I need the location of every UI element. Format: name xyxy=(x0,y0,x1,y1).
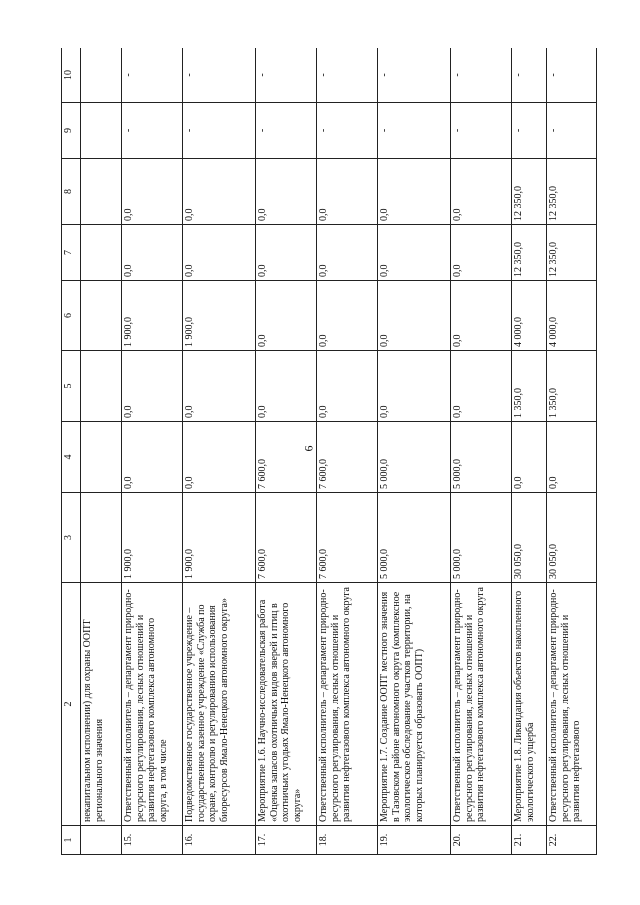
cell-total: 5 000,0 xyxy=(451,493,512,583)
cell-col-10: - xyxy=(451,48,512,103)
cell-col-9: - xyxy=(378,103,451,159)
cell-col-7: 0,0 xyxy=(122,225,183,281)
cell-col-5 xyxy=(81,351,122,422)
row-number: 19. xyxy=(378,826,451,855)
cell-col-5: 1 350,0 xyxy=(512,351,547,422)
cell-col-5: 0,0 xyxy=(378,351,451,422)
row-description: Ответственный исполнитель – департамент природно-ресурсного регулирования, лесных отношений и развития нефтегазового комплекса автономного округа xyxy=(317,583,378,826)
row-description: Мероприятие 1.8. Ликвидация объектов накопленного экологического ущерба xyxy=(512,583,547,826)
cell-total: 7 600,0 xyxy=(256,493,317,583)
cell-col-8: 0,0 xyxy=(183,159,256,225)
cell-col-4: 0,0 xyxy=(122,422,183,493)
row-description: Мероприятие 1.6. Научно-исследовательская работа «Оценка запасов охотничьих видов зверей и птиц в охотничьих угодьях Ямало-Ненецкого автономного округа» xyxy=(256,583,317,826)
row-number: 17. xyxy=(256,826,317,855)
cell-col-5: 0,0 xyxy=(317,351,378,422)
cell-col-9: - xyxy=(183,103,256,159)
row-number: 16. xyxy=(183,826,256,855)
cell-total: 30 050,0 xyxy=(512,493,547,583)
cell-col-6: 0,0 xyxy=(317,281,378,351)
cell-col-8: 0,0 xyxy=(378,159,451,225)
row-description: Подведомственное государственное учреждение – государственное казенное учреждение «Служба по охране, контролю и регулированию использования биоресурсов Ямало-Ненецкого автономного округа» xyxy=(183,583,256,826)
header-row xyxy=(62,48,81,855)
cell-col-7: 0,0 xyxy=(256,225,317,281)
cell-col-10: - xyxy=(547,48,597,103)
row-number: 22. xyxy=(547,826,597,855)
cell-col-9: - xyxy=(256,103,317,159)
table-row xyxy=(256,48,317,855)
cell-col-7: 0,0 xyxy=(317,225,378,281)
table-body xyxy=(81,48,597,855)
cell-col-4: 0,0 xyxy=(512,422,547,493)
row-number: 20. xyxy=(451,826,512,855)
header-col-6: 6 xyxy=(62,281,81,351)
cell-col-7: 0,0 xyxy=(451,225,512,281)
header-col-5: 5 xyxy=(62,351,81,422)
cell-total: 1 900,0 xyxy=(183,493,256,583)
cell-col-4: 5 000,0 xyxy=(378,422,451,493)
cell-total: 1 900,0 xyxy=(122,493,183,583)
cell-col-5: 0,0 xyxy=(183,351,256,422)
cell-col-9: - xyxy=(547,103,597,159)
funding-table xyxy=(61,48,597,855)
cell-col-7: 0,0 xyxy=(183,225,256,281)
header-col-7: 7 xyxy=(62,225,81,281)
cell-col-6: 0,0 xyxy=(256,281,317,351)
row-description: Мероприятие 1.7. Создание ООПТ местного значения в Тазовском районе автономного округа (комплексное экологическое обследование участков территории, на которых планируется образовать ООПТ) xyxy=(378,583,451,826)
cell-col-9 xyxy=(81,103,122,159)
cell-col-4: 7 600,0 xyxy=(317,422,378,493)
cell-col-7: 12 350,0 xyxy=(512,225,547,281)
cell-col-8: 0,0 xyxy=(451,159,512,225)
header-col-4: 4 xyxy=(62,422,81,493)
cell-col-5: 0,0 xyxy=(122,351,183,422)
cell-col-4: 5 000,0 xyxy=(451,422,512,493)
cell-col-10: - xyxy=(512,48,547,103)
cell-col-5: 0,0 xyxy=(451,351,512,422)
cell-col-8: 0,0 xyxy=(317,159,378,225)
cell-total: 5 000,0 xyxy=(378,493,451,583)
cell-total: 7 600,0 xyxy=(317,493,378,583)
cell-col-4: 7 600,0 xyxy=(256,422,317,493)
header-col-3: 3 xyxy=(62,493,81,583)
header-col-8: 8 xyxy=(62,159,81,225)
table-row xyxy=(317,48,378,855)
cell-col-6: 1 900,0 xyxy=(122,281,183,351)
cell-total xyxy=(81,493,122,583)
table-header xyxy=(62,48,81,855)
cell-col-9: - xyxy=(122,103,183,159)
cell-col-8: 12 350,0 xyxy=(512,159,547,225)
cell-col-10: - xyxy=(122,48,183,103)
cell-total: 30 050,0 xyxy=(547,493,597,583)
rotated-table-container xyxy=(61,48,597,855)
row-number: 21. xyxy=(512,826,547,855)
cell-col-6: 0,0 xyxy=(378,281,451,351)
cell-col-10: - xyxy=(256,48,317,103)
table-viewport xyxy=(61,48,597,855)
table-row xyxy=(378,48,451,855)
table-row xyxy=(547,48,597,855)
cell-col-8: 0,0 xyxy=(256,159,317,225)
row-description: некапитальном исполнении) для охраны ООПТ регионального значения xyxy=(81,583,122,826)
cell-col-10 xyxy=(81,48,122,103)
cell-col-6: 1 900,0 xyxy=(183,281,256,351)
table-row xyxy=(81,48,122,855)
cell-col-5: 1 350,0 xyxy=(547,351,597,422)
cell-col-7: 12 350,0 xyxy=(547,225,597,281)
cell-col-6: 0,0 xyxy=(451,281,512,351)
row-number xyxy=(81,826,122,855)
cell-col-8: 12 350,0 xyxy=(547,159,597,225)
cell-col-9: - xyxy=(317,103,378,159)
table-row xyxy=(183,48,256,855)
cell-col-7: 0,0 xyxy=(378,225,451,281)
cell-col-4: 0,0 xyxy=(183,422,256,493)
cell-col-6: 4 000,0 xyxy=(512,281,547,351)
page-number: 6 xyxy=(301,445,316,452)
cell-col-8 xyxy=(81,159,122,225)
table-row xyxy=(122,48,183,855)
cell-col-10: - xyxy=(183,48,256,103)
header-col-10: 10 xyxy=(62,48,81,103)
cell-col-4: 0,0 xyxy=(547,422,597,493)
table-row xyxy=(512,48,547,855)
table-row xyxy=(451,48,512,855)
cell-col-4 xyxy=(81,422,122,493)
header-col-1: 1 xyxy=(62,826,81,855)
cell-col-9: - xyxy=(512,103,547,159)
cell-col-10: - xyxy=(317,48,378,103)
header-col-9: 9 xyxy=(62,103,81,159)
row-description: Ответственный исполнитель – департамент природно-ресурсного регулирования, лесных отношений и развития нефтегазового комплекса автономного округа, в том числе xyxy=(122,583,183,826)
row-description: Ответственный исполнитель – департамент природно-ресурсного регулирования, лесных отношений и развития нефтегазового комплекса автономного округа xyxy=(451,583,512,826)
row-description: Ответственный исполнитель – департамент природно-ресурсного регулирования, лесных отношений и развития нефтегазового xyxy=(547,583,597,826)
cell-col-8: 0,0 xyxy=(122,159,183,225)
cell-col-10: - xyxy=(378,48,451,103)
row-number: 15. xyxy=(122,826,183,855)
cell-col-6 xyxy=(81,281,122,351)
row-number: 18. xyxy=(317,826,378,855)
cell-col-9: - xyxy=(451,103,512,159)
cell-col-5: 0,0 xyxy=(256,351,317,422)
cell-col-7 xyxy=(81,225,122,281)
header-col-2: 2 xyxy=(62,583,81,826)
cell-col-6: 4 000,0 xyxy=(547,281,597,351)
